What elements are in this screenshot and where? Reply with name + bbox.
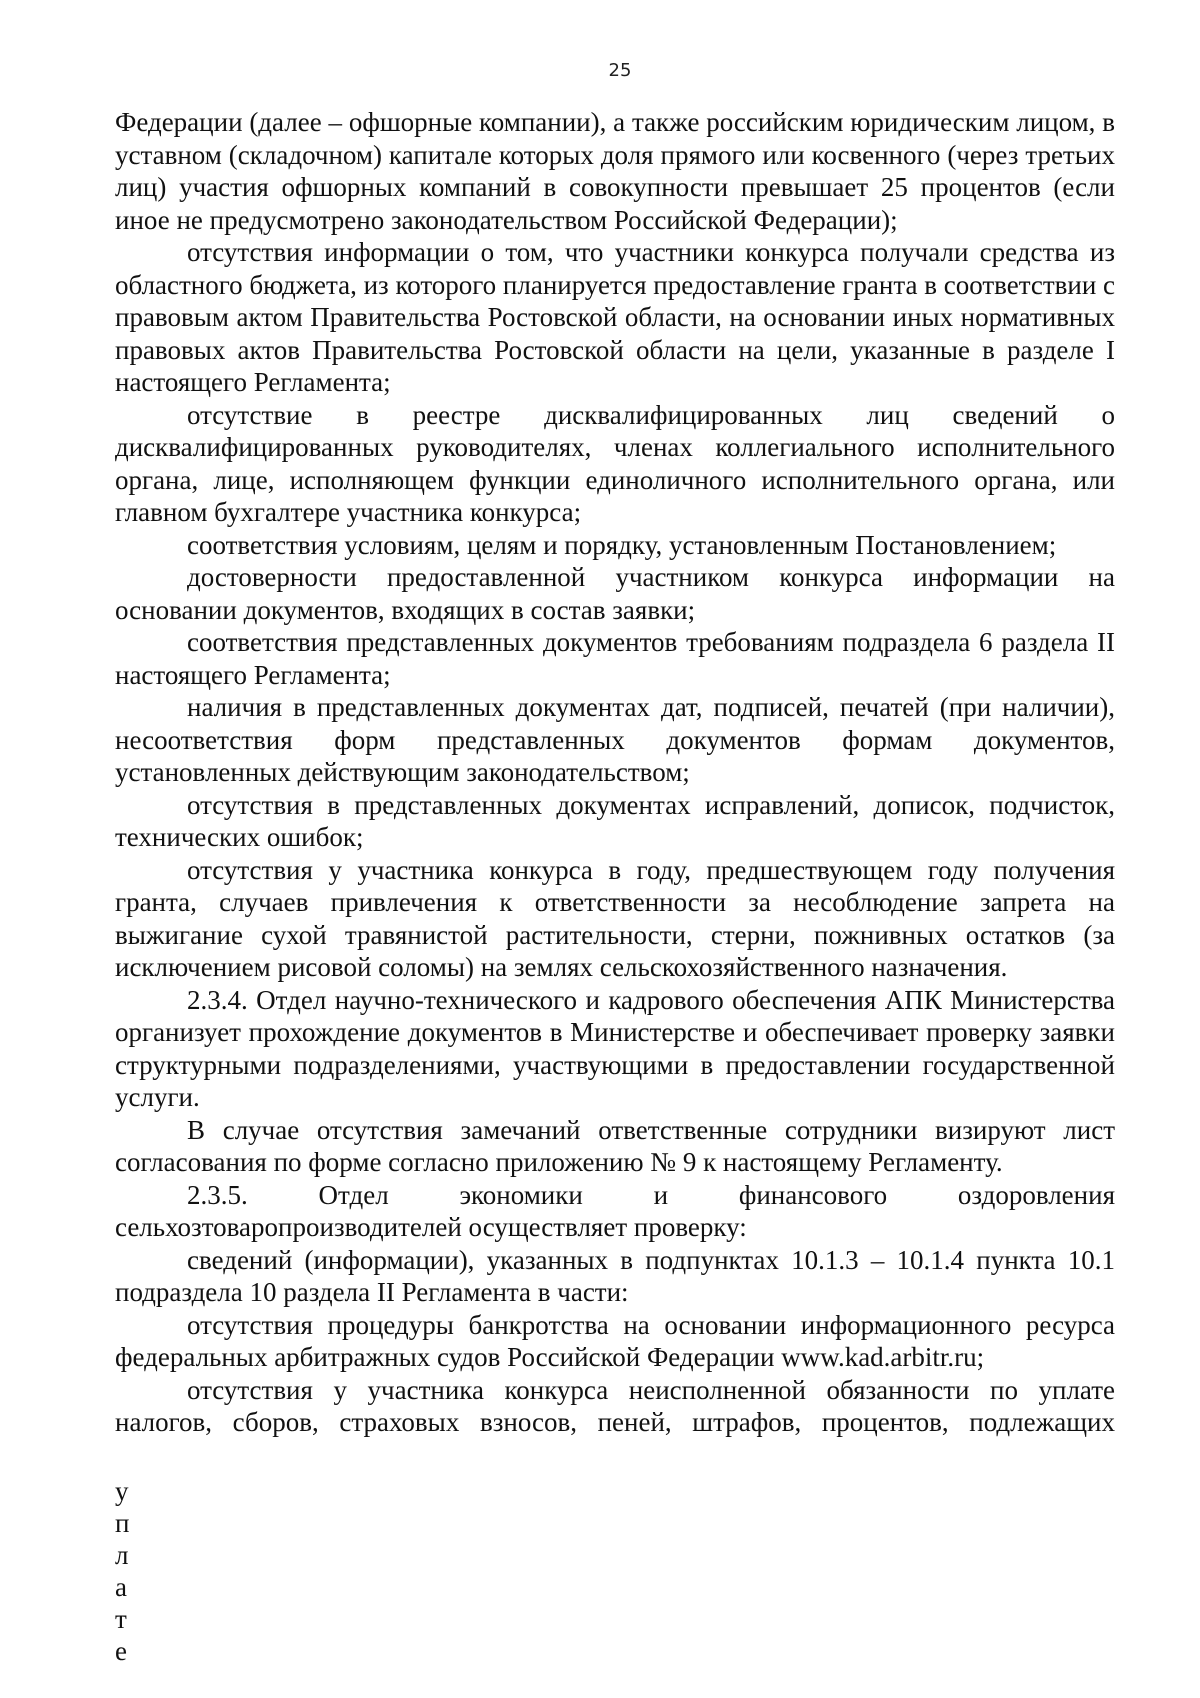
- paragraph: наличия в представленных документах дат, подписей, печатей (при наличии), несоответствия форм представленных документов формам документов, установленных действующим законодательством;: [115, 692, 1115, 787]
- paragraph: соответствия представленных документов требованиям подраздела 6 раздела II настоящего Регламента;: [115, 627, 1115, 690]
- vertical-word-fragment: [115, 1475, 129, 1667]
- paragraph: отсутствия у участника конкурса в году, предшествующем году получения гранта, случаев привлечения к ответственности за несоблюдение запрета на выжигание сухой травянистой растительности, стерни, пожнивных остатков (за исключением рисовой соломы) на землях сельскохозяйственного назначения.: [115, 854, 1115, 982]
- paragraph: 2.3.4. Отдел научно-технического и кадрового обеспечения АПК Министерства организует прохождение документов в Министерстве и обеспечивает проверку заявки структурными подразделениями, участвующими в предоставлении государственной услуги.: [115, 984, 1115, 1112]
- paragraph: Федерации (далее – офшорные компании), а также российским юридическим лицом, в уставном (складочном) капитале которых доля прямого или косвенного (через третьих лиц) участия офшорных компаний в совокупности превышает 25 процентов (если иное не предусмотрено законодательством Российской Федерации);: [115, 107, 1115, 235]
- vertical-letter: е: [115, 1636, 127, 1666]
- paragraph: соответствия условиям, целям и порядку, установленным Постановлением;: [187, 529, 1057, 560]
- vertical-letter: п: [115, 1508, 130, 1538]
- paragraph: отсутствия в представленных документах исправлений, дописок, подчисток, технических ошибок;: [115, 789, 1115, 852]
- paragraph: сведений (информации), указанных в подпунктах 10.1.3 – 10.1.4 пункта 10.1 подраздела 10 раздела II Регламента в части:: [115, 1244, 1115, 1307]
- vertical-letter: л: [115, 1540, 129, 1570]
- document-body: [115, 106, 1115, 1439]
- paragraph: отсутствия у участника конкурса неисполненной обязанности по уплате налогов, сборов, страховых взносов, пеней, штрафов, процентов, подлежащих: [115, 1374, 1115, 1437]
- paragraph: В случае отсутствия замечаний ответственные сотрудники визируют лист согласования по форме согласно приложению № 9 к настоящему Регламенту.: [115, 1114, 1115, 1177]
- paragraph: достоверности предоставленной участником конкурса информации на основании документов, входящих в состав заявки;: [115, 562, 1115, 625]
- vertical-letter: а: [115, 1572, 127, 1602]
- vertical-letter: у: [115, 1476, 129, 1506]
- paragraph: отсутствия процедуры банкротства на основании информационного ресурса федеральных арбитражных судов Российской Федерации www.kad.arbitr.ru;: [115, 1309, 1115, 1372]
- vertical-letter: т: [115, 1604, 127, 1634]
- paragraph: отсутствия информации о том, что участники конкурса получали средства из областного бюджета, из которого планируется предоставление гранта в соответствии с правовым актом Правительства Ростовской области, на основании иных нормативных правовых актов Правительства Ростовской области на цели, указанные в разделе I настоящего Регламента;: [115, 237, 1116, 397]
- paragraph: 2.3.5. Отдел экономики и финансового оздоровления сельхозтоваропроизводителей осуществляет проверку:: [115, 1179, 1115, 1242]
- page-number: 25: [608, 60, 632, 81]
- paragraph: отсутствие в реестре дисквалифицированных лиц сведений о дисквалифицированных руководителях, членах коллегиального исполнительного органа, лице, исполняющем функции единоличного исполнительного органа, или главном бухгалтере участника конкурса;: [115, 399, 1115, 527]
